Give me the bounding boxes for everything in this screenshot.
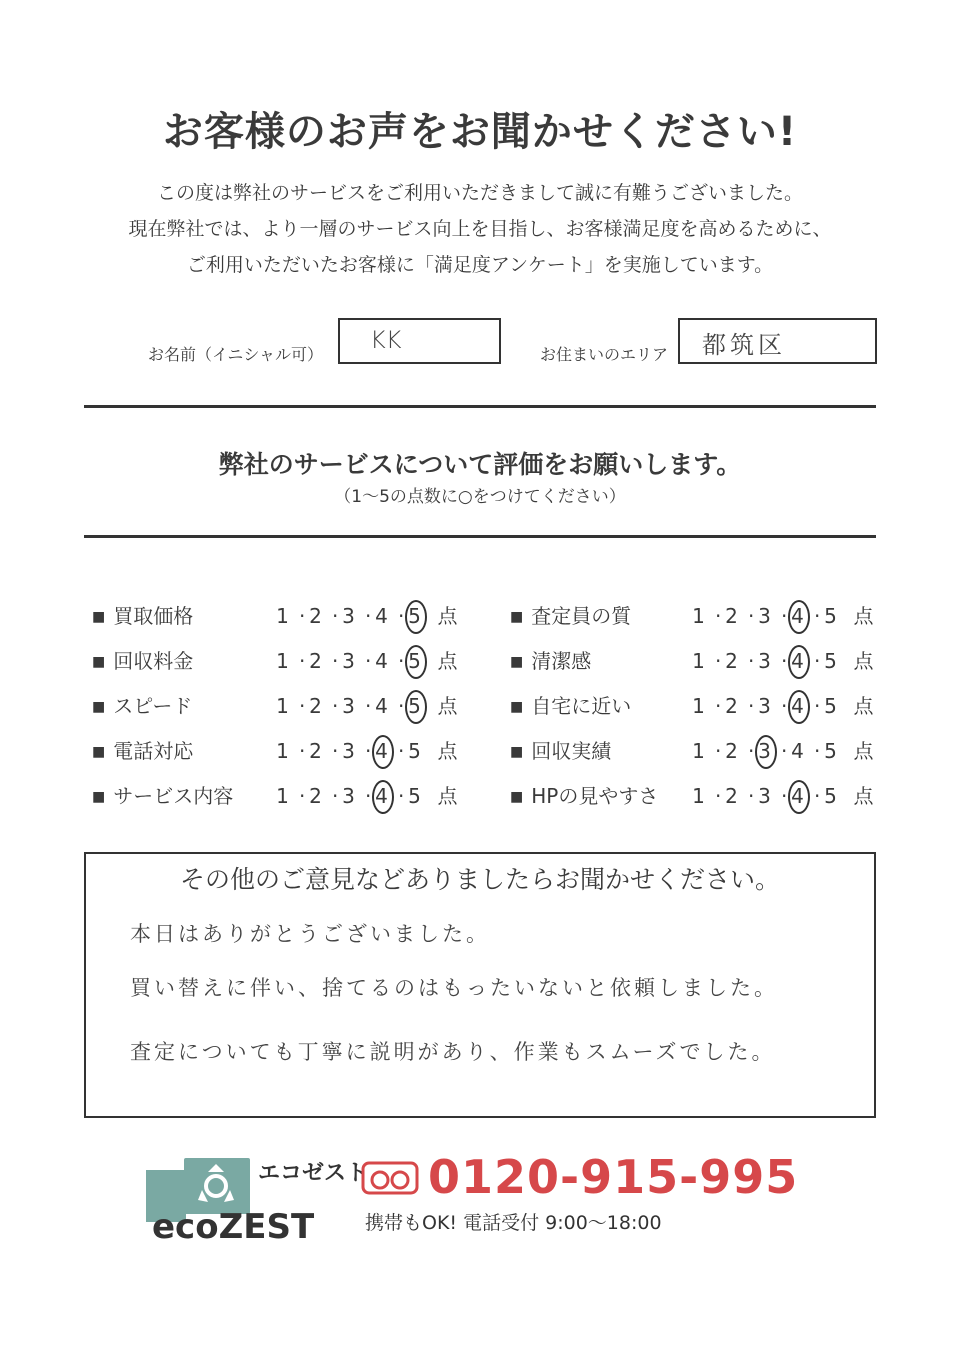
- name-value: KK: [370, 326, 402, 354]
- rating-option[interactable]: 5: [824, 784, 837, 808]
- rating-option[interactable]: 4: [375, 649, 388, 673]
- rating-option[interactable]: 2: [309, 739, 322, 763]
- rating-option[interactable]: 5: [408, 739, 421, 763]
- rating-option[interactable]: 1: [692, 694, 705, 718]
- rating-option[interactable]: 3: [758, 694, 771, 718]
- rating-unit: 点: [853, 649, 874, 673]
- rating-scale: 1 · 2 · 3 · 4 · 5 点: [682, 735, 880, 764]
- rating-option[interactable]: 2: [309, 649, 322, 673]
- rating-option[interactable]: 2: [309, 694, 322, 718]
- page-title: お客様のお声をお聞かせください!: [162, 109, 798, 155]
- phone-number[interactable]: 0120-915-995: [428, 1150, 799, 1204]
- rating-option[interactable]: 1: [276, 649, 289, 673]
- rating-option[interactable]: 3: [342, 604, 355, 628]
- rating-label: ■ 回収実績: [510, 735, 611, 764]
- comment-line-2: 買い替えに伴い、捨てるのはもったいないと依頼しました。: [130, 976, 778, 1000]
- rating-scale: 1 · 2 · 3 · 4 · 5 点: [682, 600, 880, 629]
- evaluation-subtitle: （1〜5の点数に○をつけてください）: [334, 487, 626, 507]
- comment-title: その他のご意見などありましたらお聞かせください。: [179, 865, 780, 894]
- rating-option[interactable]: 3: [758, 604, 771, 628]
- rating-label: ■ 清潔感: [510, 645, 591, 674]
- rating-option[interactable]: 4: [365, 784, 398, 808]
- freedial-icon: [362, 1162, 418, 1194]
- rating-option[interactable]: 4: [791, 739, 804, 763]
- rating-scale: 1 · 2 · 3 · 4 · 5 点: [266, 645, 464, 674]
- rating-scale: 1 · 2 · 3 · 4 · 5 点: [682, 645, 880, 674]
- rating-option[interactable]: 5: [824, 694, 837, 718]
- rating-option[interactable]: 4: [781, 604, 814, 628]
- rating-option[interactable]: 2: [309, 784, 322, 808]
- rating-scale: 1 · 2 · 3 · 4 · 5 点: [266, 735, 464, 764]
- rating-option[interactable]: 3: [758, 784, 771, 808]
- rating-option[interactable]: 2: [725, 604, 738, 628]
- rating-option[interactable]: 3: [342, 739, 355, 763]
- rating-scale: 1 · 2 · 3 · 4 · 5 点: [682, 690, 880, 719]
- rating-unit: 点: [853, 784, 874, 808]
- rating-option[interactable]: 3: [342, 694, 355, 718]
- rating-option[interactable]: 3: [342, 649, 355, 673]
- area-value: 都筑区: [702, 331, 786, 359]
- rating-option[interactable]: 5: [824, 649, 837, 673]
- rating-scale: 1 · 2 · 3 · 4 · 5 点: [266, 780, 464, 809]
- rating-option[interactable]: 4: [365, 739, 398, 763]
- rating-label: ■ 電話対応: [92, 735, 193, 764]
- rating-unit: 点: [437, 739, 458, 763]
- rating-option[interactable]: 4: [375, 604, 388, 628]
- rating-option[interactable]: 1: [276, 784, 289, 808]
- evaluation-title: 弊社のサービスについて評価をお願いします。: [218, 450, 742, 479]
- intro-line-2: 現在弊社では、より一層のサービス向上を目指し、お客様満足度を高めるために、: [128, 218, 832, 240]
- divider-bottom: [84, 535, 876, 538]
- rating-unit: 点: [437, 649, 458, 673]
- rating-option[interactable]: 3: [758, 649, 771, 673]
- name-field[interactable]: [338, 318, 501, 364]
- rating-option[interactable]: 2: [725, 694, 738, 718]
- rating-option[interactable]: 1: [692, 649, 705, 673]
- brand-logo-text: ecoZEST: [152, 1207, 315, 1247]
- name-label: お名前（イニシャル可）: [148, 345, 324, 364]
- rating-option[interactable]: 4: [375, 694, 388, 718]
- rating-option[interactable]: 4: [781, 649, 814, 673]
- rating-scale: 1 · 2 · 3 · 4 · 5 点: [266, 600, 464, 629]
- rating-option[interactable]: 2: [725, 649, 738, 673]
- ecozest-logo: [140, 1150, 369, 1247]
- rating-option[interactable]: 1: [276, 739, 289, 763]
- rating-option[interactable]: 5: [398, 694, 431, 718]
- brand-kana: エコゼスト: [258, 1161, 369, 1186]
- intro-line-3: ご利用いただいたお客様に「満足度アンケート」を実施しています。: [186, 254, 774, 276]
- rating-option[interactable]: 5: [398, 604, 431, 628]
- rating-option[interactable]: 5: [408, 784, 421, 808]
- rating-label: ■ HPの見やすさ: [510, 780, 658, 809]
- rating-option[interactable]: 1: [276, 604, 289, 628]
- rating-scale: 1 · 2 · 3 · 4 · 5 点: [266, 690, 464, 719]
- rating-option[interactable]: 1: [276, 694, 289, 718]
- phone-hours: 携帯もOK! 電話受付 9:00〜18:00: [365, 1212, 662, 1234]
- area-field[interactable]: [678, 318, 877, 364]
- area-label: お住まいのエリア: [540, 345, 669, 364]
- rating-label: ■ サービス内容: [92, 780, 233, 809]
- comment-line-3: 査定についても丁寧に説明があり、作業もスムーズでした。: [130, 1040, 776, 1064]
- comment-line-1: 本日はありがとうございました。: [130, 922, 490, 946]
- intro-line-1: この度は弊社のサービスをご利用いただきまして誠に有難うございました。: [156, 182, 803, 204]
- rating-unit: 点: [437, 784, 458, 808]
- rating-option[interactable]: 1: [692, 739, 705, 763]
- rating-label: ■ 買取価格: [92, 600, 193, 629]
- rating-unit: 点: [437, 604, 458, 628]
- rating-unit: 点: [853, 694, 874, 718]
- rating-option[interactable]: 5: [398, 649, 431, 673]
- rating-option[interactable]: 5: [824, 604, 837, 628]
- rating-label: ■ 回収料金: [92, 645, 193, 674]
- rating-unit: 点: [437, 694, 458, 718]
- rating-unit: 点: [853, 604, 874, 628]
- rating-option[interactable]: 3: [748, 739, 781, 763]
- rating-option[interactable]: 1: [692, 604, 705, 628]
- rating-scale: 1 · 2 · 3 · 4 · 5 点: [682, 780, 880, 809]
- rating-option[interactable]: 4: [781, 694, 814, 718]
- rating-option[interactable]: 4: [781, 784, 814, 808]
- rating-label: ■ 査定員の質: [510, 600, 631, 629]
- rating-unit: 点: [853, 739, 874, 763]
- rating-option[interactable]: 5: [824, 739, 837, 763]
- rating-option[interactable]: 1: [692, 784, 705, 808]
- rating-option[interactable]: 2: [725, 739, 738, 763]
- rating-label: ■ スピード: [92, 690, 192, 719]
- rating-label: ■ 自宅に近い: [510, 690, 631, 719]
- rating-option[interactable]: 3: [342, 784, 355, 808]
- divider-top: [84, 405, 876, 408]
- rating-option[interactable]: 2: [725, 784, 738, 808]
- rating-option[interactable]: 2: [309, 604, 322, 628]
